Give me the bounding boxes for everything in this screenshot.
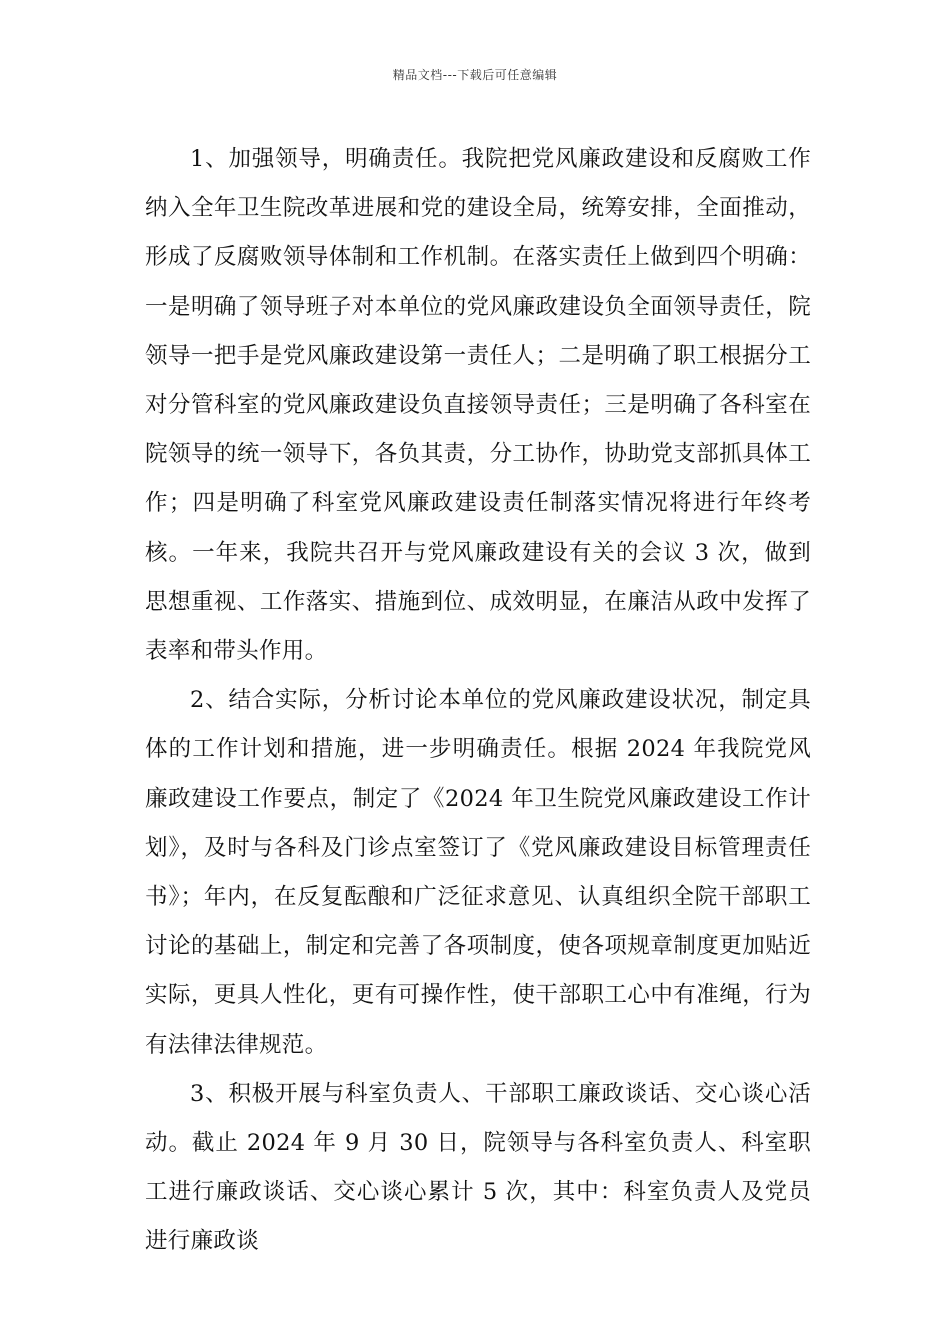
- page-header: 精品文档---下载后可任意编辑: [392, 68, 558, 82]
- paragraph-1: 1、加强领导，明确责任。我院把党风廉政建设和反腐败工作纳入全年卫生院改革进展和党的建设全局，统筹安排，全面推动，形成了反腐败领导体制和工作机制。在落实责任上做到四个明确：一是明确了领导班子对本单位的党风廉政建设负全面领导责任，院领导一把手是党风廉政建设第一责任人；二是明确了职工根据分工对分管科室的党风廉政建设负直接领导责任；三是明确了各科室在院领导的统一领导下，各负其责，分工协作，协助党支部抓具体工作；四是明确了科室党风廉政建设责任制落实情况将进行年终考核。一年来，我院共召开与党风廉政建设有关的会议 3 次，做到思想重视、工作落实、措施到位、成效明显，在廉洁从政中发挥了表率和带头作用。: [145, 146, 811, 665]
- paragraph-3: 3、积极开展与科室负责人、干部职工廉政谈话、交心谈心活动。截止 2024 年 9 月 30 日，院领导与各科室负责人、科室职工进行廉政谈话、交心谈心累计 5 次，其中：科室负责人及党员进行廉政谈: [145, 1080, 811, 1255]
- document-body: [145, 135, 811, 1267]
- paragraph-2: 2、结合实际，分析讨论本单位的党风廉政建设状况，制定具体的工作计划和措施，进一步明确责任。根据 2024 年我院党风廉政建设工作要点，制定了《2024 年卫生院党风廉政建设工作计划》，及时与各科及门诊点室签订了《党风廉政建设目标管理责任书》；年内，在反复酝酿和广泛征求意见、认真组织全院干部职工讨论的基础上，制定和完善了各项制度，使各项规章制度更加贴近实际，更具人性化，更有可操作性，使干部职工心中有准绳，行为有法律法律规范。: [145, 687, 811, 1058]
